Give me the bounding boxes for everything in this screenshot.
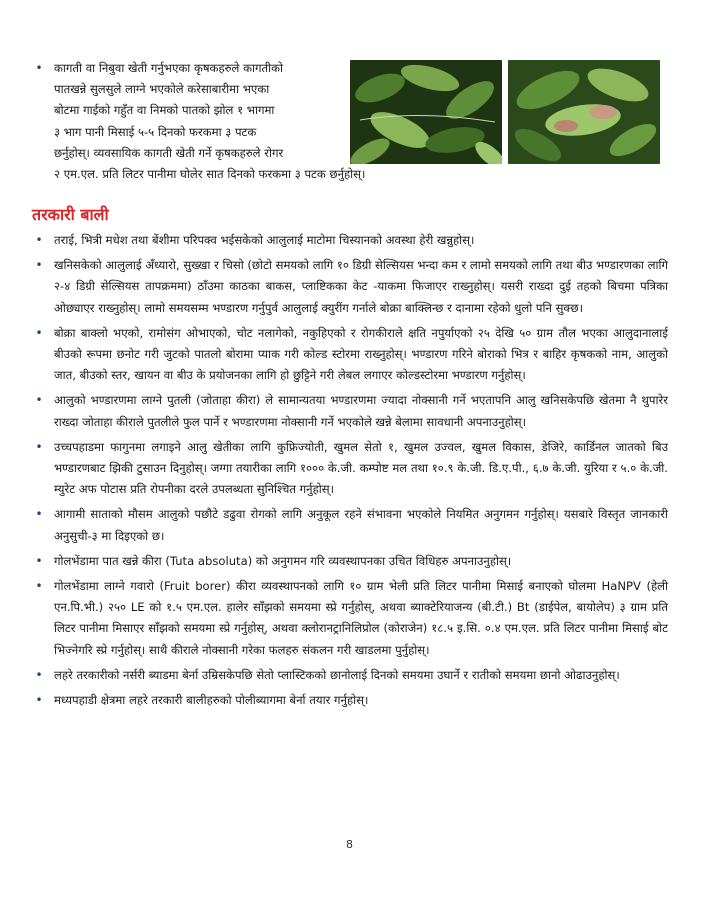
bullet-icon: • (35, 393, 43, 408)
list-item (32, 437, 668, 501)
list-item (32, 504, 668, 546)
list-item-text: आगामी साताको मौसम आलुको पछौटे डढुवा रोगको लागि अनुकूल रहने संभावना भएकोले नियमित अनुगमन गर्नुहोस्। यसबारे विस्तृत जानकारी अनुसुची-३ मा दिइएको छ। (54, 507, 668, 543)
list-item-text: उच्चपहाडमा फागुनमा लगाइने आलु खेतीका लागि कुफ्रिज्योती, खुमल सेतो १, खुमल उज्वल, खुमल विकास, डेजिरे, कार्डिनल जातको बिउ भण्डारणबाट झिकी टुसाउन दिनुहोस्। जग्गा तयारीका लागि १००० के.जी. कम्पोष्ट मल तथा १०.९ के.जी. डि.ए.पी., ६.७ के.जी. युरिया र ५.० के.जी. म्युरेट अफ पोटास प्रति रोपनीका दरले उपलब्धता सुनिश्चित गर्नुहोस्। (54, 439, 668, 497)
list-item (32, 323, 668, 387)
leaf-photo-icon (350, 60, 502, 164)
intro-line: पातखन्ने सुलसुले लाग्ने भएकोले करेसाबारीमा भएका (54, 82, 270, 97)
vegetable-crop-list (32, 230, 668, 715)
list-item (32, 665, 668, 686)
citrus-leaves-photo-1 (350, 60, 502, 164)
bullet-icon: • (35, 233, 43, 247)
intro-line: कागती वा निबुवा खेती गर्नुभएका कृषकहरुले कागतीको (54, 61, 284, 75)
page-number: 8 (346, 838, 353, 851)
list-item (32, 390, 668, 432)
bullet-icon: • (35, 258, 43, 273)
bullet-icon: • (35, 61, 43, 75)
bullet-icon: • (35, 439, 43, 454)
list-item (32, 551, 668, 572)
list-item (32, 255, 668, 319)
bullet-icon: • (35, 667, 43, 682)
photo-strip (350, 60, 662, 164)
bullet-icon: • (35, 507, 43, 522)
leaf-photo-icon (508, 60, 660, 164)
intro-line: ३ भाग पानी मिसाई ५-५ दिनको फरकमा ३ पटक (54, 124, 257, 139)
intro-line: छर्नुहोस्। व्यवसायिक कागती खेती गर्ने कृषकहरुले रोगर (54, 145, 284, 160)
list-item-text: तराई, भित्री मधेश तथा बेंशीमा परिपक्व भईसकेको आलुलाई माटोमा चिस्यानको अवस्था हेरी खन्नुहोस्। (54, 233, 475, 247)
list-item (32, 690, 668, 711)
bullet-icon: • (35, 579, 43, 594)
intro-line: बोटमा गाईको गहुँत वा निमको पातको झोल १ भागमा (54, 103, 275, 118)
list-item-text: बोक्रा बाक्लो भएको, रामोसंग ओभाएको, चोट नलागेको, नकुहिएको र रोगकीराले क्षति नपुर्याएको २५ देखि ५० ग्राम तौल भएका आलुदानालाई बीउको रूपमा छनोट गरी जुटको पातलो बोरामा प्याक गरी कोल्ड स्टोरमा राख्नुहोस्। भण्डारण गरिने बोराको भित्र र बाहिर कृषकको नाम, आलुको जात, बीउको स्तर, खायन वा बीउ के प्रयोजनका लागि हो छुट्टिने गरी लेबल लगाएर कोल्डस्टोरमा भण्डारण गर्नुहोस्। (54, 325, 668, 383)
list-item-text: गोलभेंडामा लाग्ने गवारो (Fruit borer) कीरा व्यवस्थापनको लागि १० ग्राम भेली प्रति लिटर पानीमा मिसाई बनाएको घोलमा HaNPV (हेली एन.पि.भी.) २५० LE को १.५ एम.एल. हालेर साँझको समयमा स्प्रे गर्नुहोस्, अथवा ब्याक्टेरियाजन्य (बी.टी.) Bt (डाईपेल, बायोलेप) ३ ग्राम प्रति लिटर पानीमा मिसाएर साँझको समयमा स्प्रे गर्नुहोस्, अथवा क्लोरानट्रानिलिप्रोल (कोराजेन) १८.५ इ.सि. ०.४ एम.एल. प्रति लिटर पानीमा मिसाई बोट भिज्नेगरि स्प्रे गर्नुहोस्। साथै कीराले नोक्सानी गरेका फलहरु संकलन गरी खाडलमा पुर्नुहोस्। (54, 579, 669, 657)
list-item-text: लहरे तरकारीको नर्सरी ब्याडमा बेर्ना उम्रिसकेपछि सेतो प्लास्टिकको छानोलाई दिनको समयमा उघार्ने र रातीको समयमा छानो ओढाउनुहोस्। (54, 667, 620, 682)
list-item-text: खनिसकेको आलुलाई अँध्यारो, सुख्खा र चिसो (छोटो समयको लागि १० डिग्री सेल्सियस भन्दा कम र लामो समयको लागि तथा बीउ भण्डारणका लागि २-४ डिग्री सेल्सियस तापक्रममा) ठाँउमा काठका बाकस, प्लाष्टिकका केट -याकमा फिजाएर राख्नुहोस्। यसरी राख्दा दुई तहको बिचमा पत्रिका ओछ्याएर राख्नुहोस्। लामो समयसम्म भण्डारण गर्नुपुर्व आलुलाई क्युरींग गर्नाले बोक्रा बाक्लिन्छ र दानामा रहेको धुलो पनि सुक्छ। (54, 258, 668, 315)
list-item-text: मध्यपहाडी क्षेत्रमा लहरे तरकारी बालीहरुको पोलीब्यागमा बेर्ना तयार गर्नुहोस्। (54, 693, 369, 708)
list-item-text: आलुको भण्डारणमा लाग्ने पुतली (जोताहा कीरा) ले सामान्यतया भण्डारणमा ज्यादा नोक्सानी गर्ने भएतापनि आलु खनिसकेपछि खेतमा नै थुपारेर राख्दा जोताहा कीराले पुतलीले फुल पार्ने र भण्डारणमा नोक्सानी गर्ने भएकोले खन्ने बेलामा सावधानी अपनाउनुहोस्। (54, 393, 668, 429)
intro-line: २ एम.एल. प्रति लिटर पानीमा घोलेर सात दिनको फरकमा ३ पटक छर्नुहोस्। (54, 167, 366, 182)
section-title: तरकारी बाली (32, 205, 109, 224)
list-item (32, 230, 668, 251)
list-item (32, 576, 668, 661)
citrus-leaves-photo-2 (508, 60, 660, 164)
bullet-icon: • (35, 325, 43, 340)
bullet-icon: • (35, 693, 43, 708)
list-item-text: गोलभेंडामा पात खन्ने कीरा (Tuta absoluta) को अनुगमन गरि व्यवस्थापनका उचित विधिहरु अपनाउनुहोस्। (54, 553, 512, 568)
bullet-icon: • (35, 553, 43, 568)
